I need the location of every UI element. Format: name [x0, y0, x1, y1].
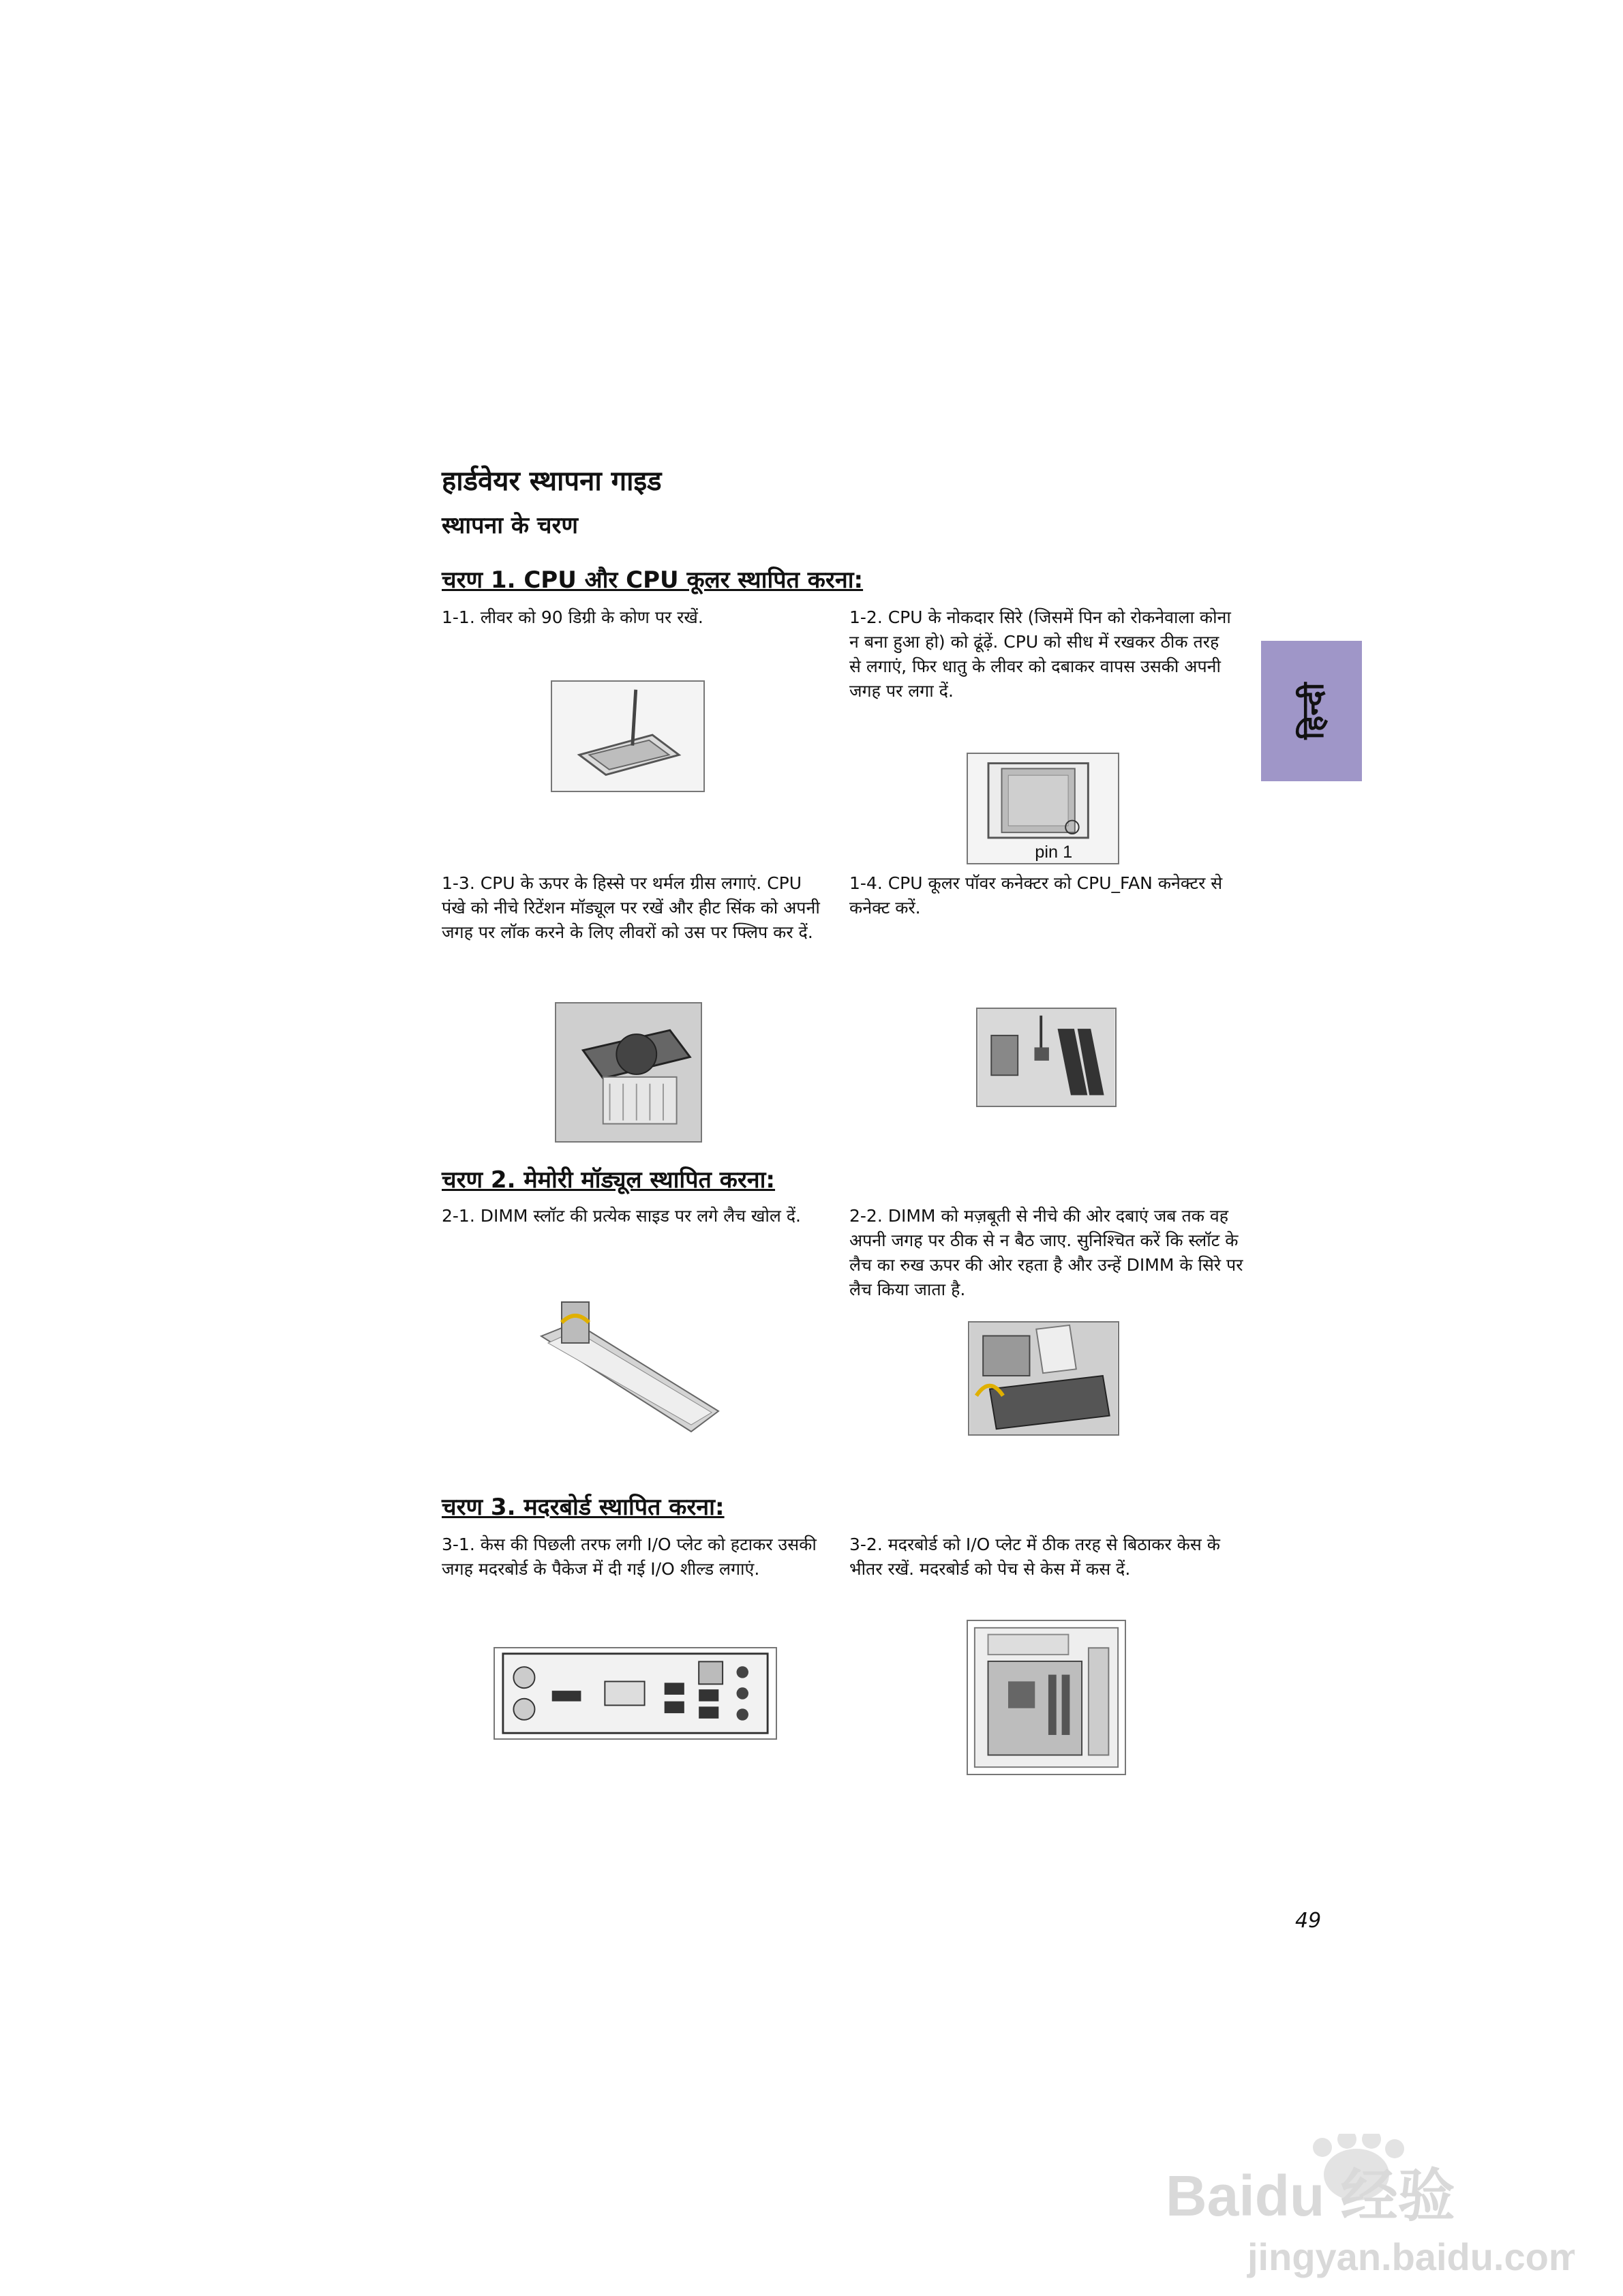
step-1-2-text: 1-2. CPU के नोकदार सिरे (जिसमें पिन को रोकनेवाला कोना न बना हुआ हो) को ढूंढ़ें. CPU को सीध में रखकर ठीक तरह से लगाएं, फिर धातु के लीवर को दबाकर वापस उसकी अपनी जगह पर लगा दें. — [849, 607, 1231, 701]
dimm-insert-figure — [968, 1321, 1119, 1436]
language-tab-label: हिन्दी — [1296, 682, 1331, 740]
lever-figure — [551, 680, 705, 792]
cpu-fan-connector-figure — [976, 1008, 1117, 1107]
step-2-heading: चरण 2. मेमोरी मॉड्यूल स्थापित करना: — [442, 1166, 776, 1194]
pin-1-label: pin 1 — [1035, 843, 1073, 862]
step-2-2-text: 2-2. DIMM को मज़बूती से नीचे की ओर दबाएं जब तक वह अपनी जगह पर ठीक से न बैठ जाए. सुनिश्चित करें कि स्लॉट के लैच का रुख ऊपर की ओर रहता है और उन्हें DIMM के सिरे पर लैच किया जाता है. — [849, 1206, 1243, 1299]
watermark-brand: Baidu 经验 — [1166, 2164, 1455, 2228]
io-shield-figure — [494, 1647, 777, 1740]
cpu-cooler-figure — [555, 1002, 702, 1143]
cpu-socket-figure — [967, 753, 1119, 864]
step-3-1-text: 3-1. केस की पिछली तरफ लगी I/O प्लेट को हटाकर उसकी जगह मदरबोर्ड के पैकेज में दी गई I/O शील्ड लगाएं. — [442, 1535, 817, 1579]
step-3-2-text: 3-2. मदरबोर्ड को I/O प्लेट में ठीक तरह से बिठाकर केस के भीतर रखें. मदरबोर्ड को पेच से केस में कस दें. — [849, 1535, 1220, 1579]
language-tab — [1261, 641, 1362, 781]
watermark-url: jingyan.baidu.com — [1247, 2235, 1575, 2278]
step-3-heading: चरण 3. मदरबोर्ड स्थापित करना: — [442, 1494, 725, 1521]
step-1-heading: चरण 1. CPU और CPU कूलर स्थापित करना: — [442, 567, 864, 594]
step-1-3-text: 1-3. CPU के ऊपर के हिस्से पर थर्मल ग्रीस लगाएं. CPU पंखे को नीचे रिटेंशन मॉड्यूल पर रखें और हीट सिंक को अपनी जगह पर लॉक करने के लिए लीवरों को उस पर फ्लिप कर दें. — [442, 873, 820, 942]
step-1-4-text: 1-4. CPU कूलर पॉवर कनेक्टर को CPU_FAN कनेक्टर से कनेक्ट करें. — [849, 873, 1223, 918]
step-2-1-text: 2-1. DIMM स्लॉट की प्रत्येक साइड पर लगे लैच खोल दें. — [442, 1206, 802, 1226]
page-title: हार्डवेयर स्थापना गाइड — [442, 466, 662, 497]
dimm-latch-figure — [534, 1295, 725, 1441]
page-subtitle: स्थापना के चरण — [442, 512, 578, 539]
baidu-watermark — [1152, 2134, 1575, 2284]
motherboard-case-figure — [967, 1620, 1126, 1775]
page-number: 49 — [1295, 1909, 1322, 1933]
step-1-1-text: 1-1. लीवर को 90 डिग्री के कोण पर रखें. — [442, 607, 703, 627]
